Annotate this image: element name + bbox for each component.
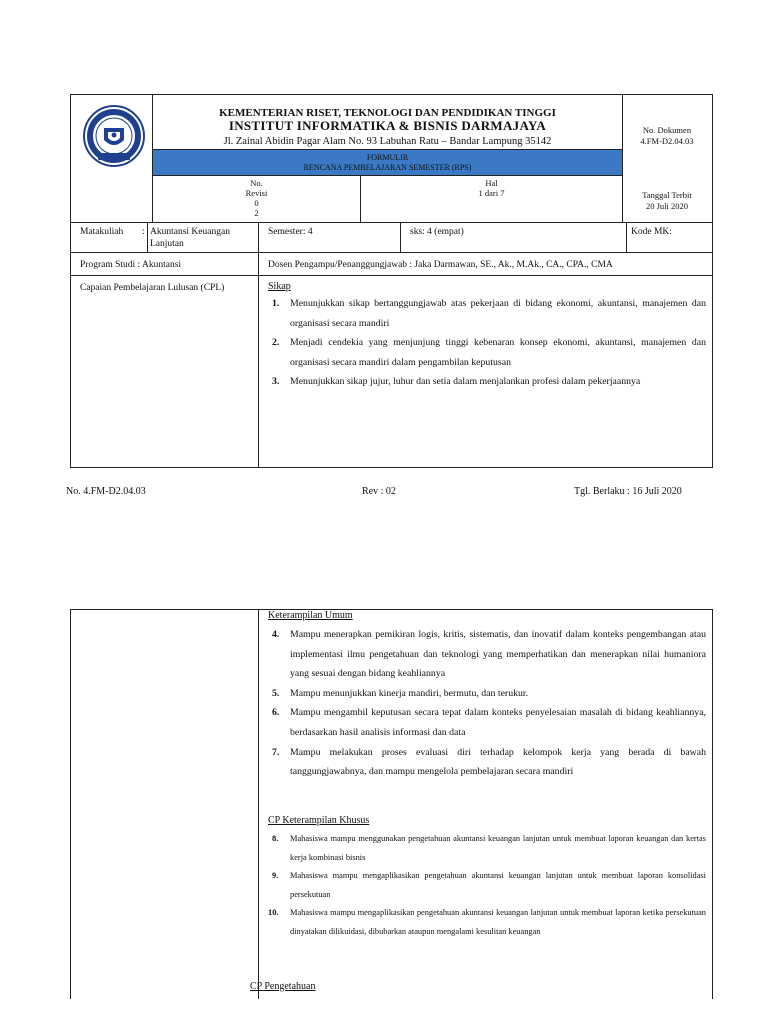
list-item: 8. Mahasiswa mampu menggunakan pengetahuan akuntansi keuangan lanjutan untuk membuat laporan keuangan dan kertas kerja kombinasi bisnis	[272, 834, 706, 862]
keterampilan-khusus-list	[268, 830, 706, 942]
matakuliah-value-line2: Lanjutan	[150, 239, 184, 249]
sikap-heading: Sikap	[268, 281, 291, 292]
form-label: FORMULIR	[366, 153, 409, 162]
tanggal-value: 20 Juli 2020	[645, 201, 689, 211]
list-item: 9. Mahasiswa mampu mengaplikasikan pengetahuan akuntansi keuangan lanjutan untuk membuat laporan konsolidasi persekutuan	[272, 871, 706, 899]
keterampilan-umum-heading: Keterampilan Umum	[268, 610, 353, 621]
matakuliah-separator: :	[142, 227, 145, 237]
form-title-bar	[153, 149, 622, 176]
dosen-pengampu: Dosen Pengampu/Penanggungjawab : Jaka Darmawan, SE., Ak., M.Ak., CA., CPA., CMA	[268, 260, 613, 270]
form-title: RENCANA PEMBELAJARAN SEMESTER (RPS)	[303, 163, 472, 172]
footer-rev: Rev : 02	[362, 486, 396, 497]
tanggal-label: Tanggal Terbit	[642, 190, 692, 200]
program-studi: Program Studi : Akuntansi	[80, 260, 182, 270]
doc-no-value: 4.FM-D2.04.03	[640, 136, 694, 146]
sikap-list	[268, 294, 706, 392]
list-item: 3. Menunjukkan sikap jujur, luhur dan setia dalam menjalankan profesi dalam pekerjaannya	[272, 376, 641, 388]
list-item: 10. Mahasiswa mampu mengaplikasikan pengetahuan akuntansi keuangan lanjutan untuk membuat laporan ketika persekutuan dinyatakan dilikuidasi, dibubarkan ataupun mengalami kesulitan keuangan	[268, 908, 706, 936]
institute-title: INSTITUT INFORMATIKA & BISNIS DARMAJAYA	[228, 118, 547, 133]
kode-mk-field: Kode MK:	[631, 227, 672, 237]
footer-doc-no: No. 4.FM-D2.04.03	[66, 486, 146, 497]
cp-pengetahuan-heading: CP Pengetahuan	[250, 981, 316, 992]
doc-no-label: No. Dokumen	[642, 125, 692, 135]
hal-label: Hal	[485, 178, 498, 188]
matakuliah-value-line1: Akuntansi Keuangan	[150, 227, 230, 237]
revisi-digit-0: 0	[254, 198, 259, 208]
list-item: 1. Menunjukkan sikap bertanggungjawab atas pekerjaan di bidang ekonomi, akuntansi, manajemen dan organisasi secara mandiri	[272, 298, 706, 329]
hal-value: 1 dari 7	[478, 188, 505, 198]
revisi-no-label: No.	[250, 178, 263, 188]
matakuliah-label: Matakuliah	[80, 227, 124, 237]
keterampilan-khusus-heading: CP Keterampilan Khusus	[268, 815, 370, 826]
footer-tgl: Tgl. Berlaku : 16 Juli 2020	[574, 486, 682, 497]
list-item: 7. Mampu melakukan proses evaluasi diri terhadap kelompok kerja yang berada di bawah tanggungjawabnya, dan mampu mengelola pembelajaran secara mandiri	[272, 746, 706, 778]
cpl-label: Capaian Pembelajaran Lulusan (CPL)	[80, 283, 225, 293]
sks-field: sks: 4 (empat)	[410, 227, 464, 237]
semester-field: Semester: 4	[268, 227, 313, 237]
list-item: 2. Menjadi cendekia yang menjunjung tinggi kebenaran konsep ekonomi, akuntansi, manajemen dan organisasi secara mandiri dalam pengambilan keputusan	[272, 337, 706, 368]
list-item: 4. Mampu menerapkan pemikiran logis, kritis, sistematis, dan inovatif dalam konteks pengembangan atau implementasi ilmu pengetahuan dan teknologi yang memperhatikan dan menerapkan nilai humaniora yang sesuai dengan bidang keahliannya	[272, 629, 706, 680]
institute-logo	[82, 104, 146, 168]
ministry-title: KEMENTERIAN RISET, TEKNOLOGI DAN PENDIDIKAN TINGGI	[219, 107, 556, 119]
keterampilan-umum-list	[268, 625, 706, 782]
revisi-label: Revisi	[245, 188, 268, 198]
list-item: 5. Mampu menunjukkan kinerja mandiri, bermutu, dan terukur.	[272, 687, 529, 699]
revisi-digit-2: 2	[254, 208, 259, 218]
institute-address: Jl. Zainal Abidin Pagar Alam No. 93 Labuhan Ratu – Bandar Lampung 35142	[223, 136, 552, 147]
list-item: 6. Mampu mengambil keputusan secara tepat dalam konteks penyelesaian masalah di bidang keahliannya, berdasarkan hasil analisis informasi dan data	[272, 707, 706, 738]
